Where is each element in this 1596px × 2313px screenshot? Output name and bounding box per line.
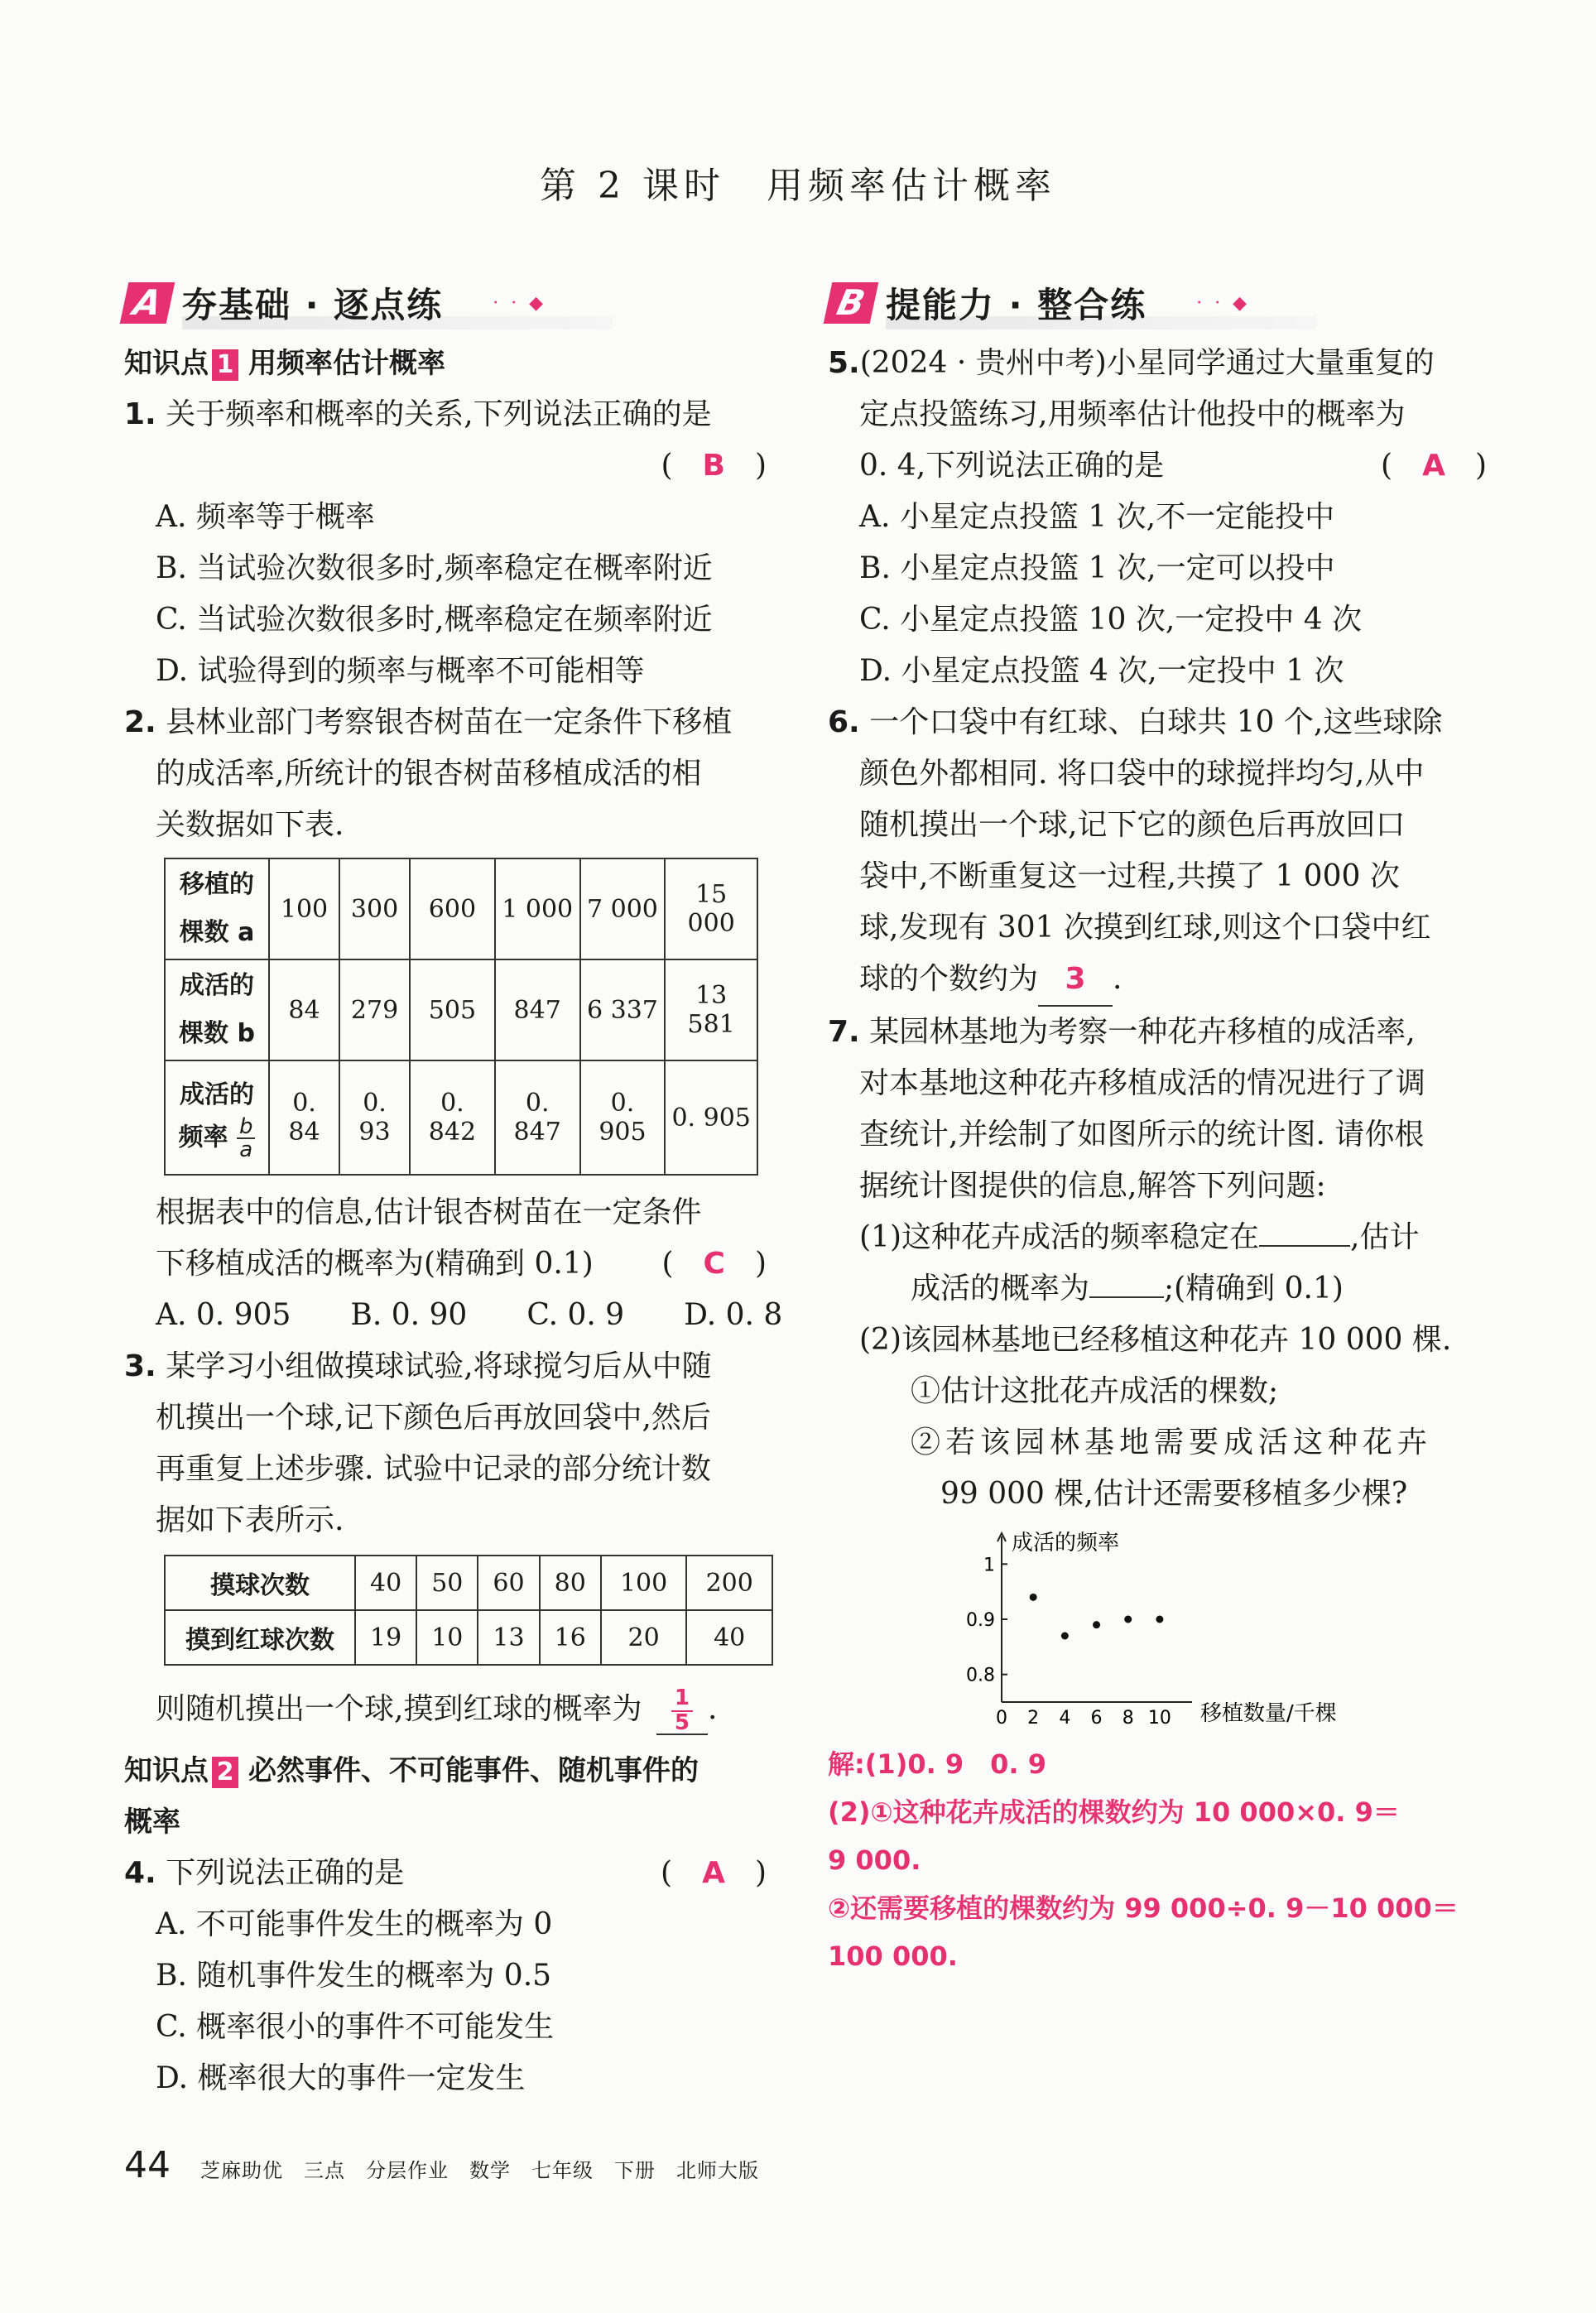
table-cell: 16 bbox=[540, 1610, 601, 1665]
question-stem: 袋中,不断重复这一过程,共摸了 1 000 次 bbox=[859, 859, 1400, 893]
data-point bbox=[1156, 1616, 1163, 1623]
kp-label: 概率 bbox=[124, 1806, 180, 1839]
question-number: 1. bbox=[124, 397, 156, 431]
question-stem: 下列说法正确的是 bbox=[166, 1856, 405, 1890]
option-a: A. 不可能事件发生的概率为 0 bbox=[156, 1907, 553, 1941]
question-stem: 颜色外都相同. 将口袋中的球搅拌均匀,从中 bbox=[859, 757, 1425, 791]
answer-choice: A bbox=[1422, 449, 1445, 483]
question-2: 2. 县林业部门考察银杏树苗在一定条件下移植 的成活率,所统计的银杏树苗移植成活的相 关数据如下表. 移植的 棵数 a 100 300 600 1 000 7 000 15 000 成活的 棵数 b 84 279 505 847 6 337 13 581 成活的 频率 $\frac{b}{a}$ 0. 84 0. 93 0. 842 0. 847 0. 905 0. 905 根据表中的信息,估计银杏树苗在一定条件 下移植成活的概率为(精确到 0.1) ( C ) A. 0. 905 B. 0. 90 C. 0. 9 D. 0. 8 bbox=[124, 697, 778, 1341]
data-point bbox=[1030, 1594, 1037, 1601]
y-axis-label: 成活的频率 bbox=[1012, 1531, 1120, 1556]
section-a-header bbox=[124, 278, 546, 329]
left-column bbox=[124, 338, 783, 2104]
question-stem: 再重复上述步骤. 试验中记录的部分统计数 bbox=[156, 1452, 711, 1486]
table-cell: 13 581 bbox=[665, 959, 757, 1060]
kp-label: 用频率估计概率 bbox=[248, 347, 445, 380]
question-stem: 随机摸出一个球,记下它的颜色后再放回口 bbox=[859, 808, 1406, 842]
knowledge-point-2 bbox=[124, 1745, 778, 1848]
question-number: 5. bbox=[828, 346, 860, 380]
option-d: D. 试验得到的频率与概率不可能相等 bbox=[156, 654, 645, 688]
data-point bbox=[1093, 1621, 1100, 1628]
table-cell: 84 bbox=[269, 959, 339, 1060]
table-cell: 200 bbox=[686, 1556, 772, 1610]
question-stem: 0. 4,下列说法正确的是 bbox=[859, 449, 1165, 483]
question-stem: 查统计,并绘制了如图所示的统计图. 请你根 bbox=[859, 1118, 1425, 1152]
solution-line: (2)①这种花卉成活的棵数约为 10 000×0. 9＝ bbox=[828, 1796, 1400, 1828]
answer-choice: B bbox=[702, 449, 725, 483]
table-cell: 50 bbox=[416, 1556, 478, 1610]
question-part: (2)该园林基地已经移植这种花卉 10 000 棵. bbox=[859, 1323, 1452, 1357]
option-b: B. 小星定点投篮 1 次,一定可以投中 bbox=[859, 551, 1335, 585]
book-info: 芝麻助优 三点 分层作业 数学 七年级 下册 北师大版 bbox=[200, 2159, 759, 2182]
table-cell: 100 bbox=[601, 1556, 687, 1610]
section-b-label: 提能力 · 整合练 bbox=[886, 285, 1147, 325]
x-tick-label: 10 bbox=[1147, 1708, 1171, 1729]
question-stem: (2024 · 贵州中考)小星同学通过大量重复的 bbox=[859, 346, 1435, 380]
y-tick-label: 0.9 bbox=[966, 1610, 995, 1631]
option-c: C. 当试验次数很多时,概率稳定在频率附近 bbox=[156, 603, 713, 637]
question-stem: 一个口袋中有红球、白球共 10 个,这些球除 bbox=[869, 705, 1443, 739]
table-cell: 13 bbox=[478, 1610, 539, 1665]
kp-label: 必然事件、不可能事件、随机事件的 bbox=[248, 1754, 699, 1787]
question-text: 成活的概率为 bbox=[911, 1272, 1090, 1306]
fraction-denominator: a bbox=[239, 1137, 253, 1162]
table-cell: 505 bbox=[410, 959, 495, 1060]
table-cell: 847 bbox=[495, 959, 580, 1060]
row-header: 成活的 bbox=[180, 1080, 254, 1109]
question-text: 下移植成活的概率为(精确到 0.1) bbox=[156, 1247, 594, 1281]
section-a-badge: A bbox=[120, 282, 175, 324]
page-number: 44 bbox=[124, 2144, 171, 2186]
fraction-numerator: 1 bbox=[671, 1687, 693, 1712]
table-cell: 0. 842 bbox=[410, 1060, 495, 1175]
row-header: 成活的 bbox=[180, 971, 254, 1000]
table-cell: 0. 847 bbox=[495, 1060, 580, 1175]
question-number: 2. bbox=[124, 705, 156, 739]
table-cell: 0. 905 bbox=[580, 1060, 666, 1175]
row-header: 棵数 a bbox=[179, 918, 255, 947]
question-part: ②若该园林基地需要成活这种花卉 bbox=[911, 1426, 1433, 1459]
solution bbox=[828, 1740, 1498, 1980]
question-stem: 关于频率和概率的关系,下列说法正确的是 bbox=[166, 397, 712, 431]
row-header: 棵数 b bbox=[179, 1019, 255, 1048]
option-c: C. 概率很小的事件不可能发生 bbox=[156, 2010, 555, 2044]
question-stem: 据统计图提供的信息,解答下列问题: bbox=[859, 1169, 1326, 1203]
question-text: 球的个数约为 bbox=[859, 962, 1039, 996]
section-b-badge: B bbox=[824, 282, 879, 324]
option-d: D. 小星定点投篮 4 次,一定投中 1 次 bbox=[859, 654, 1344, 688]
option-d: D. 概率很大的事件一定发生 bbox=[156, 2061, 526, 2095]
option-b: B. 随机事件发生的概率为 0.5 bbox=[156, 1959, 552, 1993]
table-cell: 0. 93 bbox=[339, 1060, 410, 1175]
row-header: 摸到红球次数 bbox=[165, 1610, 355, 1665]
question-3: 3. 某学习小组做摸球试验,将球搅匀后从中随 机摸出一个球,记下颜色后再放回袋中,然后 再重复上述步骤. 试验中记录的部分统计数 据如下表所示. 摸球次数 40 50 60 80 100 200 摸到红球次数 19 10 13 16 20 40 则随机摸出一个球,摸到红球的概率为 $\frac{1}{5}$ . bbox=[124, 1341, 778, 1742]
row-header: 频率 bbox=[178, 1123, 228, 1152]
question-text: 根据表中的信息,估计银杏树苗在一定条件 bbox=[156, 1195, 702, 1229]
question-stem: 定点投篮练习,用频率估计他投中的概率为 bbox=[859, 397, 1406, 431]
section-b-header bbox=[828, 278, 1250, 329]
question-part: ①估计这批花卉成活的棵数; bbox=[911, 1374, 1279, 1408]
question-7 bbox=[828, 1007, 1498, 1520]
x-axis-label: 移植数量/千棵 bbox=[1200, 1701, 1337, 1726]
right-column bbox=[828, 338, 1498, 1980]
section-a-dots: · · ◆ bbox=[493, 292, 547, 314]
section-a-label: 夯基础 · 逐点练 bbox=[182, 285, 444, 325]
question-4: 4. 下列说法正确的是 ( A ) A. 不可能事件发生的概率为 0 B. 随机事件发生的概率为 0.5 C. 概率很小的事件不可能发生 D. 概率很大的事件一定发生 bbox=[124, 1848, 778, 2104]
options-row: A. 0. 905 B. 0. 90 C. 0. 9 D. 0. 8 bbox=[156, 1298, 783, 1332]
question-text: ,估计 bbox=[1350, 1220, 1420, 1254]
solution-line: 9 000. bbox=[828, 1844, 921, 1876]
ball-table bbox=[164, 1555, 773, 1666]
option-c: C. 小星定点投篮 10 次,一定投中 4 次 bbox=[859, 603, 1363, 637]
table-cell: 100 bbox=[269, 858, 339, 959]
page-title: 第 2 课时 用频率估计概率 bbox=[540, 165, 1056, 207]
question-stem: 机摸出一个球,记下颜色后再放回袋中,然后 bbox=[156, 1401, 711, 1435]
x-tick-label: 4 bbox=[1059, 1708, 1071, 1729]
table-cell: 40 bbox=[686, 1610, 772, 1665]
question-stem: 某学习小组做摸球试验,将球搅匀后从中随 bbox=[166, 1349, 712, 1383]
kp-prefix: 知识点 bbox=[124, 347, 209, 380]
table-cell: 1 000 bbox=[495, 858, 580, 959]
option-a: A. 小星定点投篮 1 次,不一定能投中 bbox=[859, 500, 1335, 534]
table-cell: 60 bbox=[478, 1556, 539, 1610]
data-point bbox=[1061, 1633, 1069, 1640]
question-stem: 对本基地这种花卉移植成活的情况进行了调 bbox=[859, 1066, 1426, 1100]
question-text: ;(精确到 0.1) bbox=[1164, 1272, 1344, 1306]
x-tick-label: 2 bbox=[1027, 1708, 1040, 1729]
row-header: 摸球次数 bbox=[165, 1556, 355, 1610]
option-a: A. 频率等于概率 bbox=[156, 500, 375, 534]
question-part: (1)这种花卉成活的频率稳定在 bbox=[859, 1220, 1259, 1254]
question-part: 99 000 棵,估计还需要移植多少棵? bbox=[940, 1477, 1408, 1511]
table-cell: 19 bbox=[355, 1610, 416, 1665]
question-stem: 关数据如下表. bbox=[156, 808, 344, 842]
table-cell: 15 000 bbox=[665, 858, 757, 959]
section-b-dots: · · ◆ bbox=[1196, 292, 1251, 314]
answer-choice: C bbox=[703, 1247, 725, 1281]
knowledge-point-1 bbox=[124, 338, 778, 389]
question-stem: 的成活率,所统计的银杏树苗移植成活的相 bbox=[156, 757, 702, 791]
x-tick-label: 0 bbox=[996, 1708, 1007, 1729]
question-text: 则随机摸出一个球,摸到红球的概率为 bbox=[156, 1692, 642, 1726]
table-cell: 279 bbox=[339, 959, 410, 1060]
table-cell: 40 bbox=[355, 1556, 416, 1610]
solution-line: 解:(1)0. 9 0. 9 bbox=[828, 1748, 1046, 1780]
answer-choice: A bbox=[702, 1856, 725, 1890]
table-cell: 0. 84 bbox=[269, 1060, 339, 1175]
question-number: 7. bbox=[828, 1015, 860, 1049]
row-header: 移植的 bbox=[180, 870, 254, 899]
data-point bbox=[1124, 1616, 1132, 1623]
question-number: 3. bbox=[124, 1349, 156, 1383]
option-b: B. 当试验次数很多时,频率稳定在概率附近 bbox=[156, 551, 713, 585]
question-number: 6. bbox=[828, 705, 860, 739]
answer-blank bbox=[1089, 1296, 1164, 1298]
solution-line: 100 000. bbox=[828, 1940, 958, 1972]
table-cell: 600 bbox=[410, 858, 495, 959]
table-cell: 0. 905 bbox=[665, 1060, 757, 1175]
solution-line: ②还需要移植的棵数约为 99 000÷0. 9－10 000＝ bbox=[828, 1892, 1459, 1924]
sapling-table bbox=[164, 858, 758, 1176]
answer-blank: 3 bbox=[1038, 954, 1113, 1007]
table-cell: 6 337 bbox=[580, 959, 666, 1060]
y-tick-label: 1 bbox=[983, 1555, 995, 1576]
question-1: 1. 关于频率和概率的关系,下列说法正确的是 ( B ) A. 频率等于概率 B. 当试验次数很多时,频率稳定在概率附近 C. 当试验次数很多时,概率稳定在频率附近 D. 试验得到的频率与概率不可能相等 bbox=[124, 389, 778, 697]
kp-number: 2 bbox=[212, 1757, 238, 1788]
table-cell: 7 000 bbox=[580, 858, 666, 959]
question-stem: 据如下表所示. bbox=[156, 1503, 344, 1537]
table-cell: 10 bbox=[416, 1610, 478, 1665]
kp-prefix: 知识点 bbox=[124, 1754, 209, 1787]
table-cell: 300 bbox=[339, 858, 410, 959]
question-stem: 某园林基地为考察一种花卉移植的成活率, bbox=[869, 1015, 1416, 1049]
question-5: 5.(2024 · 贵州中考)小星同学通过大量重复的 定点投篮练习,用频率估计他投中的概率为 0. 4,下列说法正确的是 ( A ) A. 小星定点投篮 1 次,不一定能投中 B. 小星定点投篮 1 次,一定可以投中 C. 小星定点投篮 10 次,一定投中 4 次 D. 小星定点投篮 4 次,一定投中 1 次 bbox=[828, 338, 1498, 697]
table-cell: 80 bbox=[540, 1556, 601, 1610]
y-tick-label: 0.8 bbox=[966, 1665, 995, 1686]
table-cell: 20 bbox=[601, 1610, 687, 1665]
question-stem: 县林业部门考察银杏树苗在一定条件下移植 bbox=[166, 705, 733, 739]
kp-number: 1 bbox=[212, 349, 238, 381]
question-stem: 球,发现有 301 次摸到红球,则这个口袋中红 bbox=[859, 911, 1431, 945]
question-number: 4. bbox=[124, 1856, 156, 1890]
fraction-numerator: b bbox=[237, 1116, 256, 1139]
footer bbox=[124, 2144, 759, 2186]
fraction-denominator: 5 bbox=[674, 1710, 690, 1735]
answer-blank bbox=[1259, 1245, 1350, 1247]
survival-frequency-chart bbox=[944, 1528, 1391, 1735]
question-6: 6. 一个口袋中有红球、白球共 10 个,这些球除 颜色外都相同. 将口袋中的球搅拌均匀,从中 随机摸出一个球,记下它的颜色后再放回口 袋中,不断重复这一过程,共摸了 1 000 次 球,发现有 301 次摸到红球,则这个口袋中红 球的个数约为 3 . bbox=[828, 697, 1498, 1007]
x-tick-label: 8 bbox=[1122, 1708, 1134, 1729]
x-tick-label: 6 bbox=[1090, 1708, 1103, 1729]
